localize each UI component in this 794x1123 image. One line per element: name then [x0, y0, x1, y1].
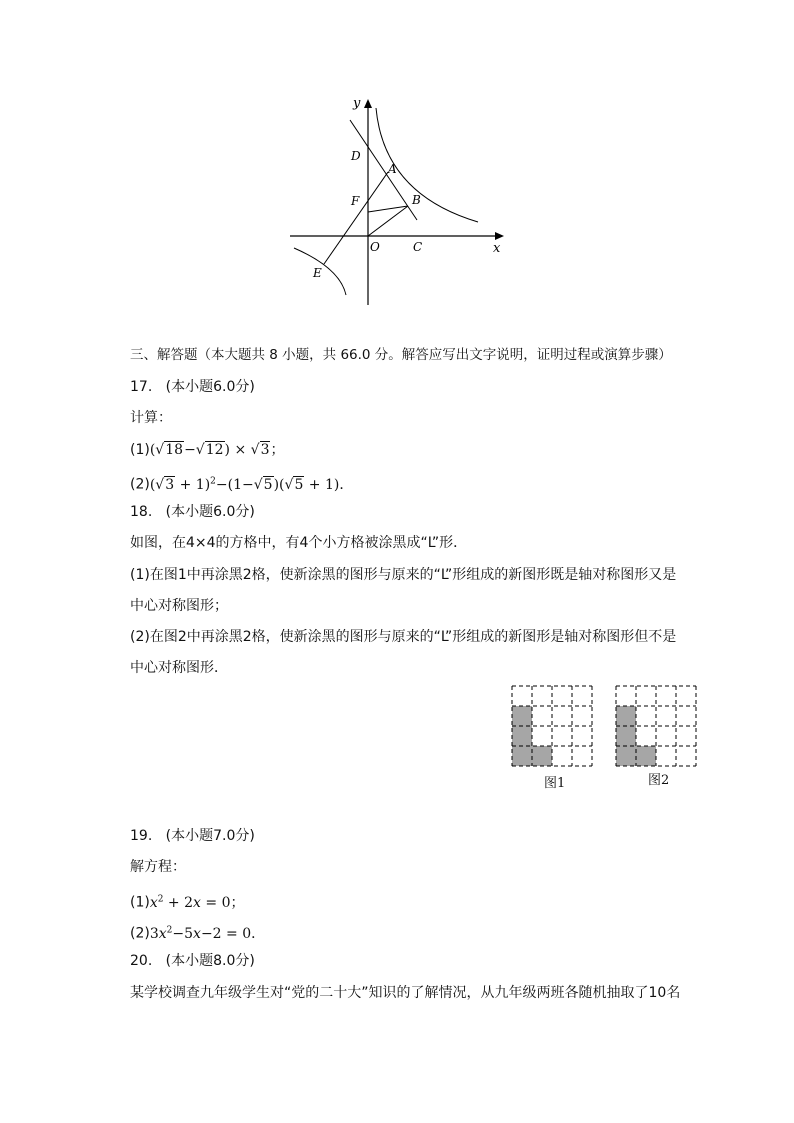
q17-part2-expression: $(√3 + 1)^2-(1-√5)(√5 + 1)$．: [149, 476, 354, 493]
line-dc: [350, 120, 417, 220]
q18-stem: 如图，在4×4的方格中，有4个小方格被涂黑成“L”形．: [130, 535, 468, 551]
line-ob: [368, 206, 408, 236]
y-axis-arrow: [364, 99, 372, 108]
grid-figure-2-caption: 图2: [648, 773, 670, 788]
q19-part2-label: (2): [130, 925, 150, 942]
q18-part2-line2: 中心对称图形．: [130, 660, 228, 676]
label-o: O: [370, 240, 380, 254]
grid-figure-1: [510, 684, 596, 770]
grid-figure-2: [614, 684, 700, 770]
q20-header: [130, 951, 255, 971]
q19-part1-equation: $x^2 + 2x = 0$；: [149, 894, 245, 911]
coordinate-figure: [280, 90, 510, 315]
label-e: E: [313, 266, 322, 280]
q17-part1: [130, 440, 284, 460]
label-y: y: [353, 96, 361, 111]
grid-figure-1-caption: 图1: [544, 776, 566, 791]
q20-score: (本小题8.0分): [165, 953, 255, 969]
q17-part2-label: (2): [130, 476, 150, 493]
label-x: x: [493, 241, 501, 256]
shaded-cell: [616, 706, 636, 766]
shaded-cell: [512, 706, 532, 766]
q19-score: (本小题7.0分): [165, 828, 255, 844]
q18-part1-line2: 中心对称图形；: [130, 598, 228, 614]
q17-part1-expression: (√18−√12) × √3；: [149, 442, 285, 458]
shaded-cell: [532, 746, 552, 766]
q18-number: 18.: [130, 504, 153, 520]
label-a: A: [388, 162, 397, 176]
q17-header: [130, 377, 255, 397]
shaded-cell: [636, 746, 656, 766]
q17-part2: [130, 471, 353, 495]
q19-part2: [130, 920, 265, 944]
section-heading: 三、解答题（本大题共 8 小题，共 66.0 分。解答应写出文字说明，证明过程或演算步骤）: [130, 347, 672, 363]
q19-instruction: 解方程：: [130, 859, 186, 875]
label-b: B: [412, 193, 421, 207]
label-f: F: [351, 194, 360, 208]
label-c: C: [413, 240, 423, 254]
q19-part1: [130, 889, 244, 913]
q20-stem: 某学校调查九年级学生对“党的二十大”知识的了解情况，从九年级两班各随机抽取了10名: [130, 985, 681, 1001]
q19-part2-equation: $3x^2-5x-2 = 0$．: [149, 925, 266, 942]
q17-instruction: 计算：: [130, 410, 172, 426]
q19-number: 19.: [130, 828, 153, 844]
q19-part1-label: (1): [130, 894, 150, 911]
q18-part1-line1: (1)在图1中再涂黑2格，使新涂黑的图形与原来的“L”形组成的新图形既是轴对称图形又是: [130, 567, 677, 583]
q17-part1-label: (1): [130, 442, 150, 458]
label-d: D: [351, 149, 361, 163]
x-axis-arrow: [495, 232, 504, 240]
q18-header: [130, 502, 255, 522]
q17-number: 17.: [130, 379, 153, 395]
q17-score: (本小题6.0分): [165, 379, 255, 395]
q20-number: 20.: [130, 953, 153, 969]
q19-header: [130, 826, 255, 846]
q18-score: (本小题6.0分): [165, 504, 255, 520]
q18-part2-line1: (2)在图2中再涂黑2格，使新涂黑的图形与原来的“L”形组成的新图形是轴对称图形但不是: [130, 629, 677, 645]
